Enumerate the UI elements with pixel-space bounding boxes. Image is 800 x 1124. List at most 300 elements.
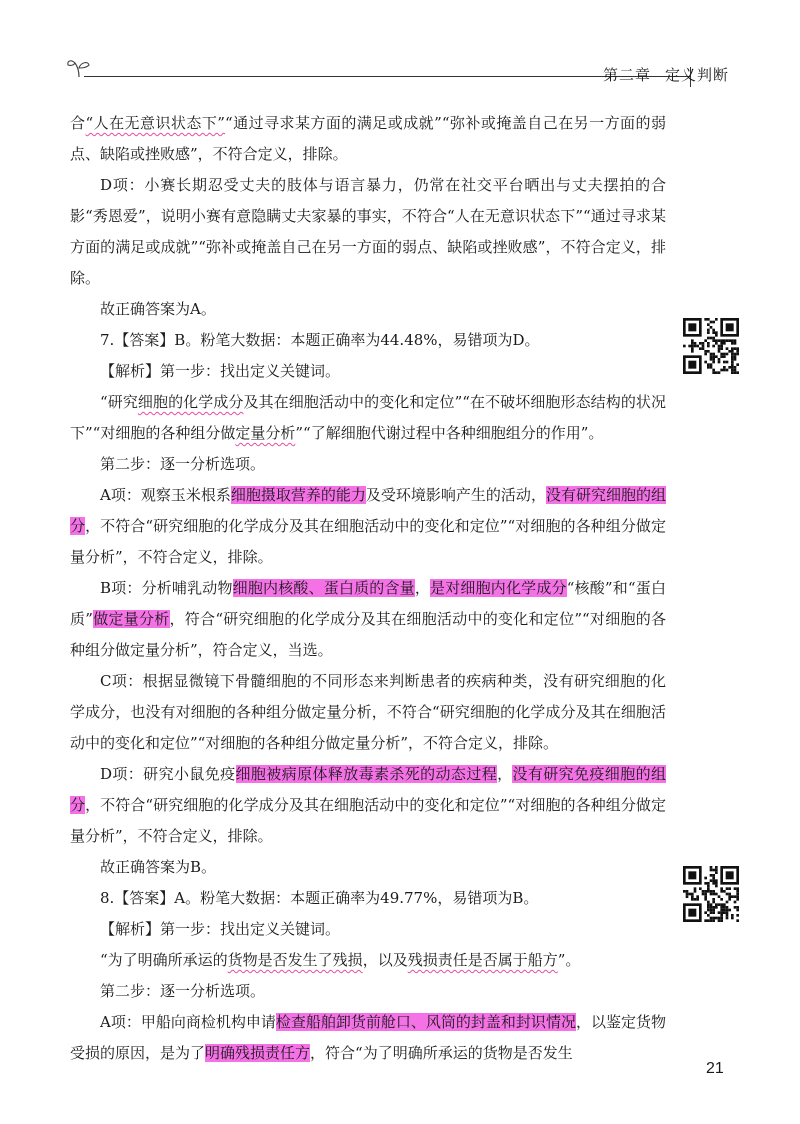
qr-module xyxy=(704,890,707,893)
qr-module xyxy=(691,350,694,353)
qr-module xyxy=(718,911,721,914)
paragraph xyxy=(70,573,666,666)
qr-module xyxy=(718,903,721,906)
qr-module xyxy=(715,879,718,882)
qr-module xyxy=(720,917,723,920)
qr-module xyxy=(720,919,723,922)
qr-module xyxy=(710,919,713,922)
qr-module xyxy=(726,911,729,914)
qr-module xyxy=(691,342,694,345)
text-run: 故正确答案为B。 xyxy=(100,858,217,876)
qr-module xyxy=(718,347,721,350)
qr-module xyxy=(704,318,707,321)
highlighted-text: 做定量分析 xyxy=(92,610,170,628)
qr-module xyxy=(734,369,737,372)
qr-module xyxy=(707,901,710,904)
qr-module xyxy=(707,350,710,353)
qr-module xyxy=(715,869,718,872)
page-header xyxy=(0,0,800,100)
qr-module xyxy=(707,329,710,332)
qr-module xyxy=(696,898,699,901)
qr-module xyxy=(726,369,729,372)
qr-module xyxy=(723,342,726,345)
text-run: ， xyxy=(414,579,431,597)
qr-module xyxy=(723,355,726,358)
underlined-keyword: 细胞的化学成分 xyxy=(137,393,244,411)
qr-module xyxy=(683,345,686,348)
qr-module xyxy=(726,361,729,364)
qr-module xyxy=(712,345,715,348)
qr-module xyxy=(734,339,737,342)
qr-module xyxy=(704,895,707,898)
qr-module xyxy=(704,882,707,885)
underlined-keyword: 定量分析 xyxy=(235,424,296,442)
paragraph xyxy=(70,976,666,1007)
qr-module xyxy=(707,882,710,885)
qr-module xyxy=(712,329,715,332)
qr-module xyxy=(720,890,723,893)
qr-code-icon[interactable] xyxy=(683,318,739,374)
qr-module xyxy=(715,903,718,906)
qr-module xyxy=(718,361,721,364)
qr-module xyxy=(710,906,713,909)
qr-module xyxy=(728,350,731,353)
qr-module xyxy=(707,903,710,906)
qr-module xyxy=(707,363,710,366)
qr-module xyxy=(726,917,729,920)
text-run: A项：观察玉米根系 xyxy=(100,486,231,504)
qr-module xyxy=(710,321,713,324)
qr-module xyxy=(734,901,737,904)
qr-module xyxy=(736,895,739,898)
highlighted-text: 明确残损责任方 xyxy=(205,1044,311,1062)
header-rule xyxy=(84,76,690,77)
qr-module xyxy=(723,361,726,364)
qr-module xyxy=(707,323,710,326)
qr-module xyxy=(712,879,715,882)
qr-module xyxy=(736,914,739,917)
qr-module xyxy=(734,371,737,374)
qr-module xyxy=(734,347,737,350)
qr-module xyxy=(712,869,715,872)
underlined-keyword: 货物是否发生了残损 xyxy=(227,951,363,969)
qr-module xyxy=(712,361,715,364)
text-run: ”。 xyxy=(557,951,581,969)
body-text xyxy=(70,108,666,1069)
qr-module xyxy=(723,366,726,369)
text-run: ，符合“研究细胞的化学成分及其在细胞活动中的变化和定位”“对细胞的各种组分做定量分析”，符合定义，当选。 xyxy=(70,610,666,659)
qr-module xyxy=(710,355,713,358)
text-run: D项：研究小鼠免疫 xyxy=(100,765,236,783)
qr-module xyxy=(736,919,739,922)
qr-module xyxy=(726,901,729,904)
qr-module xyxy=(734,906,737,909)
qr-module xyxy=(710,893,713,896)
qr-module xyxy=(696,895,699,898)
qr-module xyxy=(734,366,737,369)
qr-module xyxy=(726,871,734,879)
highlighted-text: 细胞被病原体释放毒素杀死的动态过程 xyxy=(235,765,498,783)
text-run: C项：根据显微镜下骨髓细胞的不同形态来判断患者的疾病种类，没有研究细胞的化学成分，也没有对细胞的各种组分做定量分析，不符合“研究细胞的化学成分及其在细胞活动中的变化和定位”“对细胞的各种组分做定量分析”，不符合定义，排除。 xyxy=(70,672,666,752)
qr-module xyxy=(718,371,721,374)
qr-module xyxy=(726,339,729,342)
qr-module xyxy=(688,893,691,896)
qr-module xyxy=(731,361,734,364)
qr-module xyxy=(688,871,696,879)
paragraph xyxy=(70,480,666,573)
qr-module xyxy=(710,890,713,893)
qr-module xyxy=(710,909,713,912)
qr-module xyxy=(726,347,729,350)
qr-module xyxy=(688,323,696,331)
qr-module xyxy=(710,366,713,369)
text-run: 第二步：逐一分析选项。 xyxy=(100,982,266,1000)
qr-module xyxy=(702,893,705,896)
qr-module xyxy=(723,369,726,372)
qr-module xyxy=(726,353,729,356)
text-run: 及受环境影响产生的活动， xyxy=(365,486,546,504)
qr-module xyxy=(715,882,718,885)
qr-module xyxy=(715,917,718,920)
qr-module xyxy=(691,347,694,350)
qr-module xyxy=(718,345,721,348)
qr-module xyxy=(710,917,713,920)
qr-module xyxy=(736,353,739,356)
qr-module xyxy=(710,911,713,914)
highlighted-text: 没有研究细胞的组分 xyxy=(70,486,666,535)
qr-module xyxy=(712,874,715,877)
qr-module xyxy=(723,339,726,342)
text-run: 【解析】第一步：找出定义关键词。 xyxy=(100,920,341,938)
text-run: ”“了解细胞代谢过程中各种细胞组分的作用”。 xyxy=(295,424,604,442)
qr-module xyxy=(731,371,734,374)
qr-module xyxy=(686,893,689,896)
text-run: 及其在细胞活动中的变化和定位”“在不破坏细胞形态结构的状况下”“对细胞的各种组分做 xyxy=(70,393,666,442)
text-run: B项：分析哺乳动物 xyxy=(100,579,233,597)
qr-module xyxy=(734,358,737,361)
qr-module xyxy=(736,887,739,890)
qr-module xyxy=(712,369,715,372)
paragraph xyxy=(70,387,666,449)
qr-module xyxy=(712,898,715,901)
text-run: ，不符合“研究细胞的化学成分及其在细胞活动中的变化和定位”“对细胞的各种组分做定量分析”，不符合定义，排除。 xyxy=(70,796,666,845)
qr-module xyxy=(688,909,696,917)
underlined-keyword: 残损责任是否属于船方 xyxy=(407,951,558,969)
qr-module xyxy=(715,339,718,342)
qr-module xyxy=(707,887,710,890)
qr-module xyxy=(736,347,739,350)
qr-module xyxy=(704,877,707,880)
qr-module xyxy=(694,887,697,890)
underlined-keyword: “人在无意识状态下” xyxy=(85,114,225,132)
qr-module xyxy=(712,882,715,885)
qr-module xyxy=(699,342,702,345)
qr-module xyxy=(718,358,721,361)
qr-module xyxy=(702,345,705,348)
qr-module xyxy=(696,345,699,348)
qr-module xyxy=(712,331,715,334)
qr-module xyxy=(731,350,734,353)
chapter-title: 定义判断 xyxy=(665,66,730,84)
qr-module xyxy=(720,909,723,912)
qr-module xyxy=(704,339,707,342)
qr-module xyxy=(712,890,715,893)
text-run: “核酸”和“蛋白质” xyxy=(70,579,666,628)
qr-module xyxy=(704,911,707,914)
text-run: 第二步：逐一分析选项。 xyxy=(100,455,266,473)
qr-module xyxy=(707,885,710,888)
qr-module xyxy=(731,895,734,898)
qr-module xyxy=(710,363,713,366)
qr-module xyxy=(707,906,710,909)
text-run: ，以鉴定货物受损的原因，是为了 xyxy=(70,1013,666,1062)
qr-module xyxy=(731,353,734,356)
qr-module xyxy=(712,911,715,914)
qr-module xyxy=(715,318,718,321)
page-number: 21 xyxy=(706,1060,724,1077)
qr-module xyxy=(720,353,723,356)
qr-module xyxy=(710,879,713,882)
qr-module xyxy=(731,917,734,920)
qr-module xyxy=(712,893,715,896)
qr-module xyxy=(731,369,734,372)
qr-module xyxy=(728,898,731,901)
qr-module xyxy=(715,371,718,374)
qr-module xyxy=(731,355,734,358)
qr-module xyxy=(734,355,737,358)
qr-module xyxy=(699,887,702,890)
qr-module xyxy=(723,906,726,909)
qr-module xyxy=(707,366,710,369)
highlighted-text: 没有研究免疫细胞的组分 xyxy=(70,765,666,814)
text-run: ，以及 xyxy=(362,951,408,969)
qr-module xyxy=(691,895,694,898)
text-run: “研究 xyxy=(100,393,138,411)
qr-module xyxy=(734,895,737,898)
qr-module xyxy=(707,331,710,334)
qr-module xyxy=(686,895,689,898)
qr-module xyxy=(726,893,729,896)
qr-module xyxy=(712,339,715,342)
paragraph xyxy=(70,852,666,883)
qr-module xyxy=(728,366,731,369)
paragraph xyxy=(70,170,666,294)
qr-module xyxy=(715,893,718,896)
qr-module xyxy=(694,890,697,893)
qr-module xyxy=(715,342,718,345)
qr-module xyxy=(710,874,713,877)
qr-module xyxy=(736,906,739,909)
qr-module xyxy=(707,909,710,912)
qr-module xyxy=(720,887,723,890)
qr-module xyxy=(686,890,689,893)
qr-module xyxy=(712,355,715,358)
qr-module xyxy=(718,350,721,353)
qr-module xyxy=(715,866,718,869)
qr-module xyxy=(694,345,697,348)
qr-module xyxy=(691,898,694,901)
qr-module xyxy=(710,866,713,869)
qr-module xyxy=(707,318,710,321)
qr-module xyxy=(688,345,691,348)
qr-module xyxy=(702,342,705,345)
qr-module xyxy=(715,355,718,358)
qr-module xyxy=(731,347,734,350)
text-run: ，符合“为了明确所承运的货物是否发生 xyxy=(310,1044,573,1062)
qr-module xyxy=(723,890,726,893)
paragraph xyxy=(70,945,666,976)
qr-module xyxy=(718,917,721,920)
qr-module xyxy=(720,906,723,909)
qr-module xyxy=(712,906,715,909)
qr-module xyxy=(736,363,739,366)
highlighted-text: 是对细胞内化学成分 xyxy=(430,579,567,597)
qr-module xyxy=(726,887,729,890)
qr-module xyxy=(726,909,729,912)
qr-module xyxy=(720,369,723,372)
qr-module xyxy=(736,898,739,901)
qr-module xyxy=(731,358,734,361)
qr-module xyxy=(736,893,739,896)
qr-module xyxy=(710,353,713,356)
qr-module xyxy=(707,342,710,345)
chapter-heading xyxy=(603,64,729,85)
qr-module xyxy=(707,919,710,922)
qr-module xyxy=(726,914,729,917)
qr-module xyxy=(720,911,723,914)
paragraph xyxy=(70,356,666,387)
qr-module xyxy=(710,869,713,872)
qr-module xyxy=(688,361,696,369)
qr-module xyxy=(723,903,726,906)
paragraph xyxy=(70,108,666,170)
qr-module xyxy=(704,893,707,896)
qr-module xyxy=(731,342,734,345)
text-run: “为了明确所承运的 xyxy=(100,951,228,969)
qr-module xyxy=(720,339,723,342)
qr-module xyxy=(728,895,731,898)
highlighted-text: 检查船舶卸货前舱口、风筒的封盖和封识情况 xyxy=(275,1013,576,1031)
qr-module xyxy=(734,342,737,345)
qr-module xyxy=(691,345,694,348)
qr-module xyxy=(712,919,715,922)
qr-module xyxy=(702,890,705,893)
qr-code-icon[interactable] xyxy=(683,866,739,922)
qr-module xyxy=(707,337,710,340)
qr-module xyxy=(726,323,734,331)
qr-module xyxy=(704,919,707,922)
qr-module xyxy=(734,887,737,890)
qr-module xyxy=(718,339,721,342)
qr-module xyxy=(715,885,718,888)
qr-module xyxy=(731,914,734,917)
qr-module xyxy=(710,326,713,329)
qr-module xyxy=(691,339,694,342)
qr-module xyxy=(694,342,697,345)
qr-module xyxy=(704,898,707,901)
qr-module xyxy=(712,909,715,912)
paragraph xyxy=(70,449,666,480)
qr-module xyxy=(699,347,702,350)
qr-module xyxy=(691,893,694,896)
qr-module xyxy=(736,371,739,374)
qr-module xyxy=(694,898,697,901)
text-run: A项：甲船向商检机构申请 xyxy=(100,1013,276,1031)
qr-module xyxy=(715,871,718,874)
qr-module xyxy=(702,347,705,350)
text-run: 故正确答案为A。 xyxy=(100,300,216,318)
qr-module xyxy=(731,363,734,366)
qr-module xyxy=(736,350,739,353)
qr-module xyxy=(683,890,686,893)
text-run: 7.【答案】B。粉笔大数据：本题正确率为44.48%，易错项为D。 xyxy=(100,331,540,349)
qr-module xyxy=(726,906,729,909)
text-run: 【解析】第一步：找出定义关键词。 xyxy=(100,362,341,380)
qr-module xyxy=(710,903,713,906)
paragraph xyxy=(70,294,666,325)
qr-module xyxy=(712,337,715,340)
qr-module xyxy=(712,917,715,920)
qr-module xyxy=(707,890,710,893)
qr-module xyxy=(720,345,723,348)
qr-module xyxy=(720,898,723,901)
qr-module xyxy=(718,895,721,898)
qr-module xyxy=(712,358,715,361)
highlighted-text: 细胞内核酸、蛋白质的含量 xyxy=(232,579,415,597)
qr-module xyxy=(718,919,721,922)
highlighted-text: 细胞摄取营养的能力 xyxy=(230,486,366,504)
qr-module xyxy=(712,371,715,374)
qr-module xyxy=(723,353,726,356)
qr-module xyxy=(723,909,726,912)
qr-module xyxy=(707,345,710,348)
qr-module xyxy=(728,893,731,896)
qr-module xyxy=(712,877,715,880)
paragraph xyxy=(70,325,666,356)
qr-module xyxy=(734,353,737,356)
qr-module xyxy=(720,914,723,917)
qr-module xyxy=(704,361,707,364)
qr-module xyxy=(723,911,726,914)
qr-module xyxy=(712,901,715,904)
text-run: “通过寻求某方面的满足或成就”“弥补或掩盖自己在另一方面的弱点、缺陷或挫败感”，不符合定义，排除。 xyxy=(70,114,666,163)
qr-module xyxy=(710,337,713,340)
paragraph xyxy=(70,914,666,945)
qr-module xyxy=(720,342,723,345)
qr-module xyxy=(731,366,734,369)
chapter-number: 第二章 xyxy=(603,66,652,84)
qr-module xyxy=(731,339,734,342)
qr-module xyxy=(712,353,715,356)
qr-module xyxy=(728,909,731,912)
paragraph xyxy=(70,759,666,852)
qr-module xyxy=(715,331,718,334)
qr-module xyxy=(736,890,739,893)
qr-module xyxy=(704,350,707,353)
qr-module xyxy=(715,906,718,909)
qr-module xyxy=(707,914,710,917)
paragraph xyxy=(70,1007,666,1069)
qr-module xyxy=(728,339,731,342)
text-run: ， xyxy=(497,765,513,783)
text-run: ，不符合“研究细胞的化学成分及其在细胞活动中的变化和定位”“对细胞的各种组分做定量分析”，不符合定义，排除。 xyxy=(70,517,666,566)
qr-module xyxy=(704,353,707,356)
text-run: 合 xyxy=(70,114,86,132)
text-run: D项：小赛长期忍受丈夫的肢体与语言暴力，仍常在社交平台晒出与丈夫摆拍的合影“秀恩爱”，说明小赛有意隐瞒丈夫家暴的事实，不符合“人在无意识状态下”“通过寻求某方面的满足或成就”“弥补或掩盖自己在另一方面的弱点、缺陷或挫败感”，不符合定义，排除。 xyxy=(70,176,666,287)
qr-module xyxy=(715,334,718,337)
paragraph xyxy=(70,883,666,914)
text-run: 8.【答案】A。粉笔大数据：本题正确率为49.77%，易错项为B。 xyxy=(100,889,539,907)
